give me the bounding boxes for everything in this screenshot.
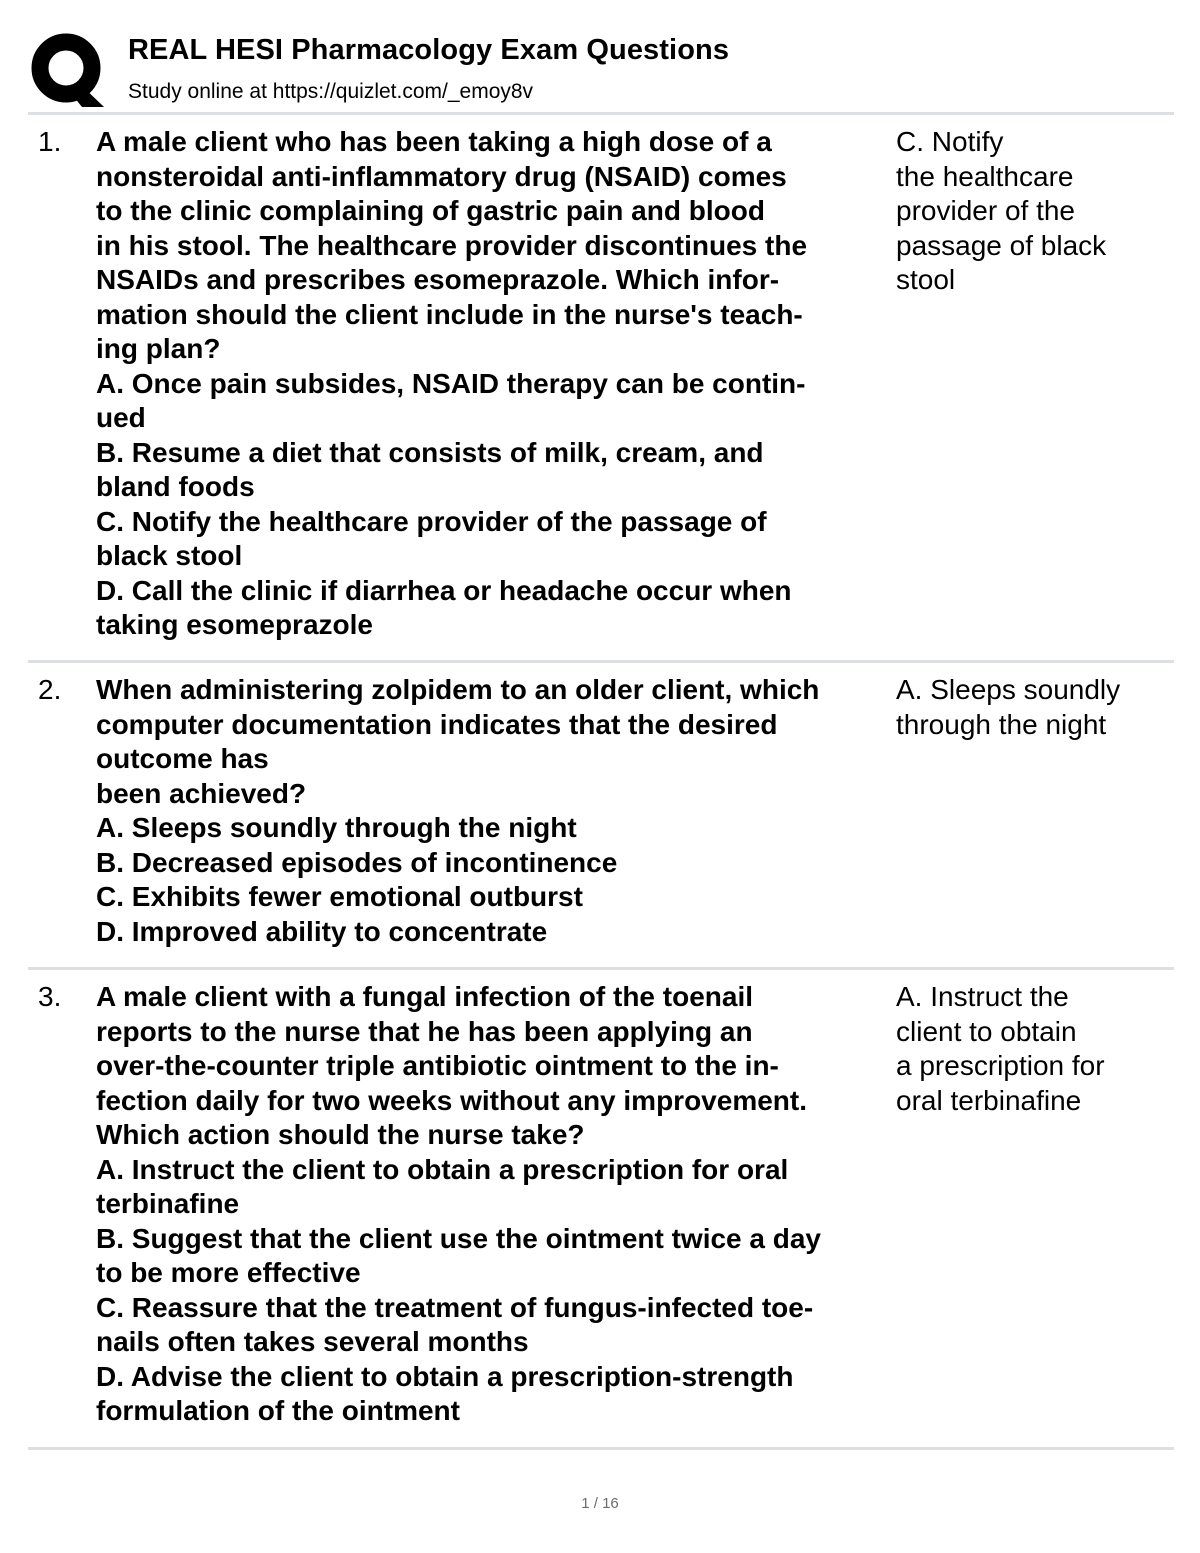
question-line: A male client with a fungal infection of the toenail: [96, 981, 754, 1012]
question-text: [96, 125, 896, 643]
divider: [28, 112, 1174, 115]
divider: [28, 967, 1174, 970]
option-line: D. Advise the client to obtain a prescription-strength: [96, 1360, 794, 1392]
option-line: B. Resume a diet that consists of milk, cream, and: [96, 436, 764, 468]
question-text: [96, 980, 896, 1429]
option-line: black stool: [96, 540, 243, 571]
answer-line: provider of the: [896, 195, 1075, 226]
option-line: C. Exhibits fewer emotional outburst: [96, 881, 583, 912]
question-line: to the clinic complaining of gastric pain and blood: [96, 195, 765, 226]
question-line: outcome has: [96, 743, 269, 774]
option-line: bland foods: [96, 471, 255, 502]
document-header: [30, 28, 1175, 110]
question-line: ing plan?: [96, 333, 221, 364]
question-line: been achieved?: [96, 777, 307, 809]
question-line: reports to the nurse that he has been applying an: [96, 1015, 753, 1047]
option-line: ued: [96, 402, 146, 433]
answer-line: A. Instruct the: [896, 981, 1069, 1012]
answer-line: stool: [896, 264, 956, 295]
card-number: 2.: [38, 674, 62, 705]
option-line: A. Sleeps soundly through the night: [96, 812, 577, 843]
card-number: 1.: [38, 126, 62, 157]
question-line: When administering zolpidem to an older client, which: [96, 674, 820, 705]
option-line: D. Call the clinic if diarrhea or headache occur when: [96, 574, 792, 606]
option-line: formulation of the ointment: [96, 1395, 460, 1426]
divider: [28, 1447, 1174, 1450]
option-line: terbinafine: [96, 1188, 240, 1219]
option-line: A. Instruct the client to obtain a prescription for oral: [96, 1153, 789, 1185]
question-line: computer documentation indicates that the desired: [96, 708, 778, 740]
question-line: NSAIDs and prescribes esomeprazole. Which infor-: [96, 264, 780, 295]
question-text: [96, 673, 896, 949]
option-line: B. Decreased episodes of incontinence: [96, 846, 618, 878]
answer-line: oral terbinafine: [896, 1084, 1082, 1116]
option-line: taking esomeprazole: [96, 609, 373, 640]
question-line: nonsteroidal anti-inflammatory drug (NSAID) comes: [96, 160, 787, 192]
answer-text: [896, 673, 1174, 742]
option-line: to be more effective: [96, 1257, 361, 1288]
question-line: mation should the client include in the nurse's teach-: [96, 298, 803, 330]
answer-line: client to obtain: [896, 1015, 1077, 1047]
option-line: A. Once pain subsides, NSAID therapy can be contin-: [96, 367, 806, 399]
page-indicator: 1 / 16: [581, 1495, 619, 1512]
question-line: A male client who has been taking a high dose of a: [96, 126, 772, 157]
answer-line: a prescription for: [896, 1050, 1105, 1081]
option-line: B. Suggest that the client use the ointment twice a day: [96, 1222, 822, 1254]
document-title: REAL HESI Pharmacology Exam Questions: [128, 34, 730, 66]
answer-line: C. Notify: [896, 126, 1004, 157]
option-line: nails often takes several months: [96, 1326, 529, 1357]
question-line: fection daily for two weeks without any improvement.: [96, 1084, 808, 1116]
option-line: C. Notify the healthcare provider of the passage of: [96, 505, 767, 537]
option-line: D. Improved ability to concentrate: [96, 915, 548, 947]
question-line: over-the-counter triple antibiotic ointment to the in-: [96, 1050, 779, 1081]
question-line: Which action should the nurse take?: [96, 1119, 585, 1150]
answer-text: [896, 980, 1174, 1118]
question-line: in his stool. The healthcare provider discontinues the: [96, 229, 808, 261]
card-number: 3.: [38, 981, 62, 1012]
answer-line: through the night: [896, 708, 1107, 740]
answer-line: the healthcare: [896, 160, 1074, 192]
answer-text: [896, 125, 1174, 298]
answer-line: passage of black: [896, 229, 1107, 261]
study-link-text: Study online at https://quizlet.com/_emoy8v: [128, 80, 534, 103]
divider: [28, 660, 1174, 663]
option-line: C. Reassure that the treatment of fungus-infected toe-: [96, 1291, 814, 1323]
answer-line: A. Sleeps soundly: [896, 674, 1121, 705]
quizlet-q-logo-icon: [30, 32, 105, 107]
